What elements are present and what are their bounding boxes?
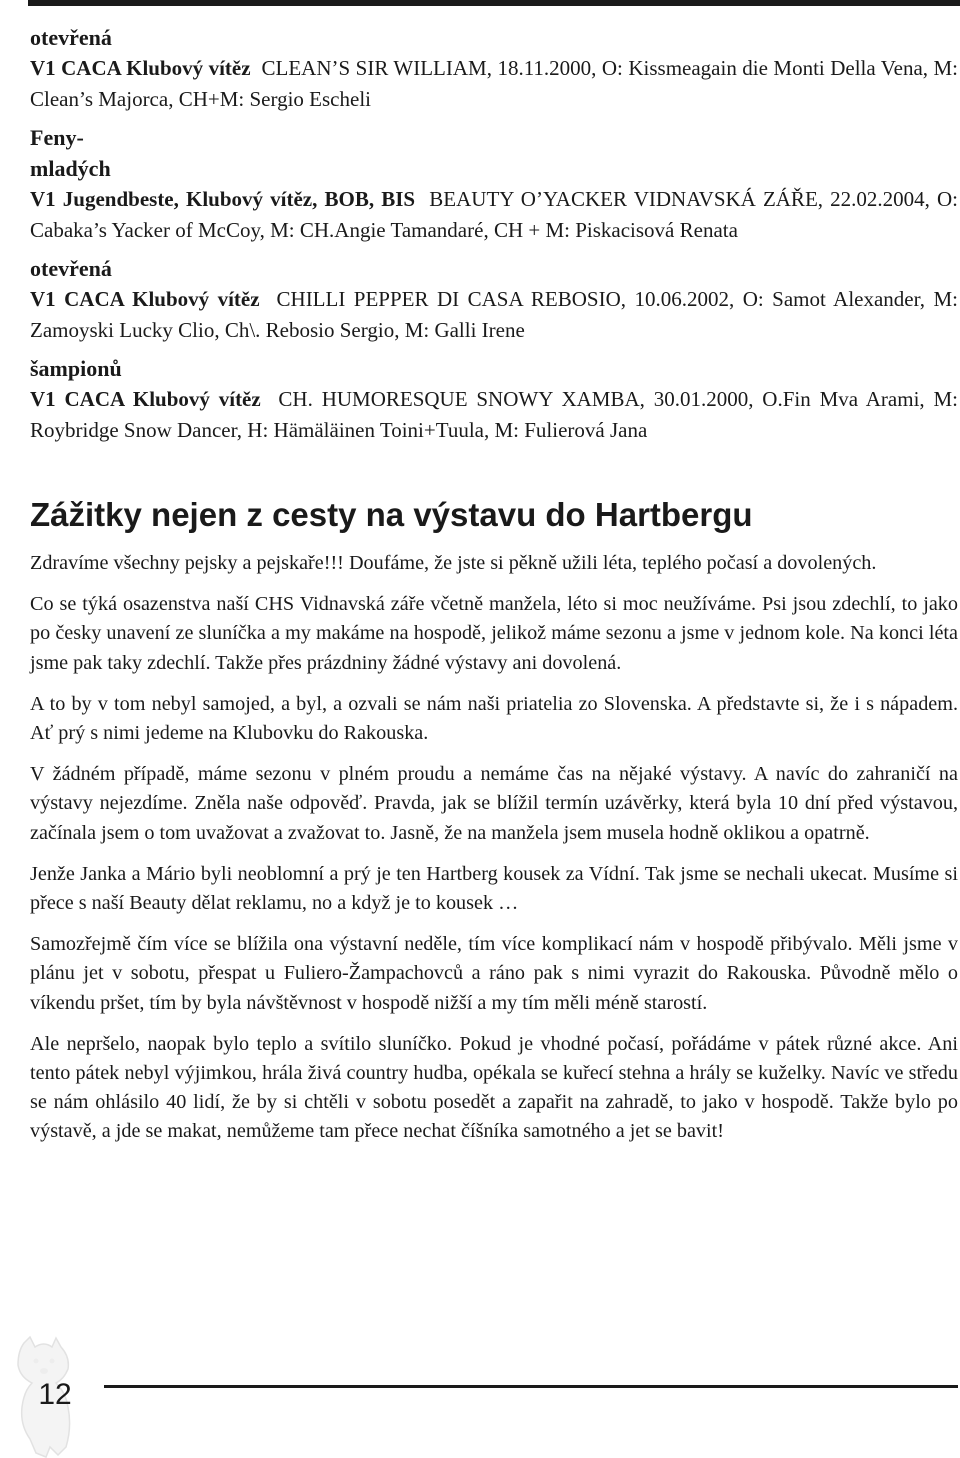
show-results bbox=[30, 22, 958, 446]
result-text bbox=[30, 284, 958, 346]
dog-details: CH. HUMORESQUE SNOWY XAMBA, 30.01.2000, O.Fin Mva Arami, M: Roybridge Snow Dancer, H: Hämäläinen Toini+Tuula, M: Fulierová Jana bbox=[30, 387, 959, 442]
article-paragraph: A to by v tom nebyl samojed, a byl, a ozvali se nám naši priatelia zo Slovenska. A představte si, že i s nápadem. Ať prý s nimi jedeme na Klubovku do Rakouska. bbox=[30, 692, 958, 745]
class-heading: mladých bbox=[30, 156, 111, 181]
article-paragraph: Zdravíme všechny pejsky a pejskaře!!! Doufáme, že jste si pěkně užili léta, teplého počasí a dovolených. bbox=[30, 552, 877, 574]
award-label: V1 CACA Klubový vítěz bbox=[30, 387, 261, 411]
award-label: V1 CACA Klubový vítěz bbox=[30, 56, 251, 80]
result-entry-champions bbox=[30, 353, 958, 446]
result-entry-open-males bbox=[30, 22, 958, 115]
result-entry-open-females bbox=[30, 253, 958, 346]
award-label: V1 CACA Klubový vítěz bbox=[30, 287, 260, 311]
page-number: 12 bbox=[38, 1378, 72, 1411]
class-heading: otevřená bbox=[30, 25, 112, 50]
page-content bbox=[30, 22, 958, 1159]
class-heading: šampionů bbox=[30, 356, 122, 381]
dog-details: CLEAN’S SIR WILLIAM, 18.11.2000, O: Kissmeagain die Monti Della Vena, M: Clean’s Majorca, CH+M: Sergio Escheli bbox=[30, 56, 958, 111]
article-title: Zážitky nejen z cesty na výstavu do Hartbergu bbox=[30, 496, 753, 533]
award-label: V1 Jugendbeste, Klubový vítěz, BOB, BIS bbox=[30, 187, 416, 211]
result-text bbox=[30, 53, 958, 115]
article bbox=[30, 495, 958, 1147]
article-paragraph: Co se týká osazenstva naší CHS Vidnavská záře včetně manžela, léto si moc neužíváme. Psi jsou zdechlí, to jako po česky unavení ze sluníčka a my makáme na hospodě, jelikož máme sezonu a jsme v jednom kole. Na konci léta jsme pak taky zdechlí. Takže přes prázdniny žádné výstavy ani dovolená. bbox=[30, 593, 958, 674]
article-paragraph: V žádném případě, máme sezonu v plném proudu a nemáme čas na nějaké výstavy. A navíc do zahraničí na výstavy nejezdíme. Zněla naše odpověď. Pravda, jak se blížil termín uzávěrky, která byla 10 dní před výstavou, začínala jsem o tom uvažovat a zvažovat to. Jasně, že na manžela jsem musela hodně oklikou a opatrně. bbox=[30, 763, 958, 844]
result-entry-young-females bbox=[30, 122, 958, 246]
top-rule bbox=[28, 0, 960, 6]
class-heading: otevřená bbox=[30, 256, 112, 281]
article-paragraph: Ale nepršelo, naopak bylo teplo a svítilo sluníčko. Pokud je vhodné počasí, pořádáme v pátek různé akce. Ani tento pátek nebyl výjimkou, hrála živá country hudba, opékala se kuřecí stehna a hrály se kuželky. Navíc ve středu se nám ohlásilo 40 lidí, že by si chtěli v sobotu posedět a zapařit na zahradě, to jako v hospodě. Takže bylo po výstavě, a jde se makat, nemůžeme tam přece nechat číšníka samotného a jet se bavit! bbox=[30, 1032, 958, 1143]
result-text bbox=[30, 384, 958, 446]
dog-details: BEAUTY O’YACKER VIDNAVSKÁ ZÁŘE, 22.02.2004, O: Cabaka’s Yacker of McCoy, M: CH.Angie Tamandaré, CH + M: Piskacisová Renata bbox=[30, 187, 959, 242]
footer-rule bbox=[104, 1385, 958, 1388]
article-paragraph: Samozřejmě čím více se blížila ona výstavní neděle, tím více komplikací nám v hospodě přibývalo. Měli jsme v plánu jet v sobotu, přespat u Fuliero-Žampachovců a ráno pak s nimi vyrazit do Rakouska. Původně mělo o víkendu pršet, tím by byla návštěvnost v hospodě nižší a my tím měli méně starostí. bbox=[30, 933, 958, 1014]
sex-heading: Feny- bbox=[30, 125, 84, 150]
result-text bbox=[30, 184, 958, 246]
article-paragraph: Jenže Janka a Mário byli neoblomní a prý je ten Hartberg kousek za Vídní. Tak jsme se nechali ukecat. Musíme si přece s naší Beauty dělat reklamu, no a když je to kousek … bbox=[30, 862, 958, 915]
dog-details: CHILLI PEPPER DI CASA REBOSIO, 10.06.2002, O: Samot Alexander, M: Zamoyski Lucky Clio, Ch\. Rebosio Sergio, M: Galli Irene bbox=[30, 287, 958, 342]
